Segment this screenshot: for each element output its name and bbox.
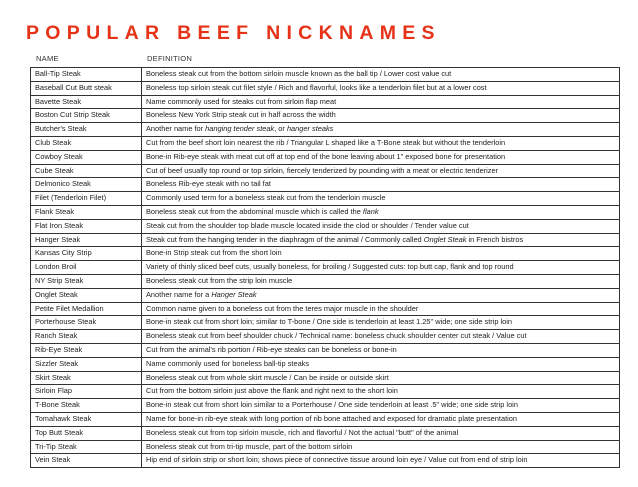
cell-definition bbox=[142, 358, 619, 371]
cell-name: Boston Cut Strip Steak bbox=[31, 109, 142, 122]
definition-text: Boneless steak cut from the strip loin muscle bbox=[146, 275, 293, 285]
table-row bbox=[31, 316, 619, 330]
column-header-name: NAME bbox=[36, 54, 59, 63]
cell-name: Sizzler Steak bbox=[31, 358, 142, 371]
cell-definition bbox=[142, 247, 619, 260]
definition-emphasis: Hanger Steak bbox=[211, 289, 257, 299]
definition-text: Boneless steak cut from the abdominal muscle which is called the bbox=[146, 206, 363, 216]
cell-name: Cowboy Steak bbox=[31, 151, 142, 164]
table-row bbox=[31, 303, 619, 317]
cell-definition bbox=[142, 372, 619, 385]
table-row bbox=[31, 178, 619, 192]
definition-text: Boneless top sirloin steak cut filet style / Rich and flavorful, looks like a tenderloin filet but at a lower cost bbox=[146, 82, 487, 92]
table-row bbox=[31, 96, 619, 110]
definition-text: Boneless New York Strip steak cut in half across the width bbox=[146, 110, 336, 120]
cell-definition bbox=[142, 441, 619, 454]
nicknames-table bbox=[30, 67, 620, 468]
cell-definition bbox=[142, 206, 619, 219]
cell-name: Tomahawk Steak bbox=[31, 413, 142, 426]
cell-definition bbox=[142, 454, 619, 467]
cell-definition bbox=[142, 330, 619, 343]
table-row bbox=[31, 151, 619, 165]
definition-text: Another name for a bbox=[146, 289, 212, 299]
definition-text: Name commonly used for boneless ball-tip steaks bbox=[146, 358, 310, 368]
cell-definition bbox=[142, 316, 619, 329]
cell-name: Onglet Steak bbox=[31, 289, 142, 302]
table-row bbox=[31, 261, 619, 275]
cell-name: Petite Filet Medallion bbox=[31, 303, 142, 316]
table-row bbox=[31, 137, 619, 151]
cell-definition bbox=[142, 192, 619, 205]
table-row bbox=[31, 68, 619, 82]
cell-definition bbox=[142, 68, 619, 81]
definition-emphasis: hanging tender steak bbox=[205, 124, 275, 134]
cell-definition bbox=[142, 109, 619, 122]
definition-text: Common name given to a boneless cut from the teres major muscle in the shoulder bbox=[146, 303, 419, 313]
cell-name: Vein Steak bbox=[31, 454, 142, 467]
definition-text: Bone-in steak cut from short loin; similar to T-bone / One side is tenderloin at least 1.25" wide; one side strip loin bbox=[146, 317, 513, 327]
cell-name: NY Strip Steak bbox=[31, 275, 142, 288]
definition-text: Cut from the beef short loin nearest the rib / Triangular L shaped like a T-Bone steak but without the tenderloin bbox=[146, 137, 506, 147]
cell-name: Delmonico Steak bbox=[31, 178, 142, 191]
definition-text: Boneless steak cut from whole skirt muscle / Can be inside or outside skirt bbox=[146, 372, 389, 382]
definition-text: Name commonly used for steaks cut from sirloin flap meat bbox=[146, 96, 337, 106]
cell-name: Filet (Tenderloin Filet) bbox=[31, 192, 142, 205]
table-row bbox=[31, 289, 619, 303]
table-row bbox=[31, 358, 619, 372]
definition-text: , or bbox=[274, 124, 287, 134]
cell-definition bbox=[142, 178, 619, 191]
cell-name: Cube Steak bbox=[31, 165, 142, 178]
cell-name: Sirloin Flap bbox=[31, 385, 142, 398]
definition-text: Bone-in Rib-eye steak with meat cut off at top end of the bone leaving about 1" exposed bone for presentation bbox=[146, 151, 506, 161]
definition-text: Steak cut from the shoulder top blade muscle located inside the clod or shoulder / Tender value cut bbox=[146, 220, 469, 230]
definition-text: Boneless steak cut from tri-tip muscle, part of the bottom sirloin bbox=[146, 441, 353, 451]
cell-definition bbox=[142, 165, 619, 178]
definition-emphasis: hanger steaks bbox=[286, 124, 334, 134]
cell-name: Top Butt Steak bbox=[31, 427, 142, 440]
cell-name: Flat Iron Steak bbox=[31, 220, 142, 233]
definition-emphasis: flank bbox=[362, 206, 379, 216]
cell-definition bbox=[142, 220, 619, 233]
table-row bbox=[31, 192, 619, 206]
definition-text: Bone-in steak cut from short loin similar to a Porterhouse / One side tenderloin at least .5" wide; one side strip loin bbox=[146, 400, 518, 410]
cell-name: T-Bone Steak bbox=[31, 399, 142, 412]
cell-name: Rib-Eye Steak bbox=[31, 344, 142, 357]
definition-text: in French bistros bbox=[466, 234, 524, 244]
cell-definition bbox=[142, 82, 619, 95]
column-header-definition: DEFINITION bbox=[147, 54, 193, 63]
definition-text: Hip end of sirloin strip or short loin; shows piece of connective tissue around loin eye / Value cut from end of strip loin bbox=[146, 455, 528, 465]
cell-name: Ranch Steak bbox=[31, 330, 142, 343]
cell-name: Ball-Tip Steak bbox=[31, 68, 142, 81]
definition-text: Bone-in Strip steak cut from the short loin bbox=[146, 248, 282, 258]
cell-name: Tri-Tip Steak bbox=[31, 441, 142, 454]
definition-text: Steak cut from the hanging tender in the diaphragm of the animal / Commonly called bbox=[146, 234, 424, 244]
table-row bbox=[31, 109, 619, 123]
cell-name: London Broil bbox=[31, 261, 142, 274]
cell-definition bbox=[142, 427, 619, 440]
definition-text: Boneless steak cut from beef shoulder chuck / Technical name: boneless chuck shoulder center cut steak / Value cut bbox=[146, 331, 527, 341]
table-row bbox=[31, 165, 619, 179]
table-row bbox=[31, 454, 619, 468]
definition-text: Cut from the animal's rib portion / Rib-eye steaks can be boneless or bone-in bbox=[146, 344, 397, 354]
cell-name: Hanger Steak bbox=[31, 234, 142, 247]
cell-name: Baseball Cut Butt steak bbox=[31, 82, 142, 95]
cell-definition bbox=[142, 261, 619, 274]
definition-text: Boneless steak cut from top sirloin muscle, rich and flavorful / Not the actual "butt" of the animal bbox=[146, 427, 459, 437]
cell-definition bbox=[142, 303, 619, 316]
table-row bbox=[31, 123, 619, 137]
definition-text: Cut from the bottom sirloin just above the flank and right next to the short loin bbox=[146, 386, 398, 396]
table-row bbox=[31, 413, 619, 427]
table-row bbox=[31, 330, 619, 344]
table-row bbox=[31, 344, 619, 358]
table-row bbox=[31, 427, 619, 441]
cell-definition bbox=[142, 123, 619, 136]
cell-definition bbox=[142, 289, 619, 302]
table-row bbox=[31, 372, 619, 386]
table-row bbox=[31, 206, 619, 220]
cell-definition bbox=[142, 385, 619, 398]
definition-text: Commonly used term for a boneless steak cut from the tenderloin muscle bbox=[146, 193, 386, 203]
definition-emphasis: Onglet Steak bbox=[423, 234, 467, 244]
cell-name: Butcher's Steak bbox=[31, 123, 142, 136]
cell-name: Skirt Steak bbox=[31, 372, 142, 385]
cell-definition bbox=[142, 413, 619, 426]
cell-name: Porterhouse Steak bbox=[31, 316, 142, 329]
table-row bbox=[31, 399, 619, 413]
cell-definition bbox=[142, 137, 619, 150]
table-row bbox=[31, 234, 619, 248]
cell-definition bbox=[142, 96, 619, 109]
definition-text: Boneless steak cut from the bottom sirloin muscle known as the ball tip / Lower cost value cut bbox=[146, 69, 452, 78]
table-row bbox=[31, 385, 619, 399]
cell-definition bbox=[142, 399, 619, 412]
table-row bbox=[31, 441, 619, 455]
cell-definition bbox=[142, 275, 619, 288]
cell-name: Club Steak bbox=[31, 137, 142, 150]
table-row bbox=[31, 82, 619, 96]
definition-text: Boneless Rib-eye steak with no tail fat bbox=[146, 179, 271, 189]
cell-name: Bavette Steak bbox=[31, 96, 142, 109]
cell-definition bbox=[142, 234, 619, 247]
table-row bbox=[31, 275, 619, 289]
table-row bbox=[31, 220, 619, 234]
definition-text: Cut of beef usually top round or top sirloin, fiercely tenderized by pounding with a meat or electric tenderizer bbox=[146, 165, 499, 175]
cell-name: Flank Steak bbox=[31, 206, 142, 219]
definition-text: Variety of thinly sliced beef cuts, usually boneless, for broiling / Suggested cuts: top butt cap, flank and top round bbox=[146, 262, 514, 272]
page-title: POPULAR BEEF NICKNAMES bbox=[26, 22, 441, 44]
definition-text: Another name for bbox=[146, 124, 206, 134]
cell-name: Kansas City Strip bbox=[31, 247, 142, 260]
cell-definition bbox=[142, 344, 619, 357]
table-row bbox=[31, 247, 619, 261]
definition-text: Name for bone-in rib-eye steak with long portion of rib bone attached and exposed for dramatic plate presentation bbox=[146, 413, 517, 423]
cell-definition bbox=[142, 151, 619, 164]
